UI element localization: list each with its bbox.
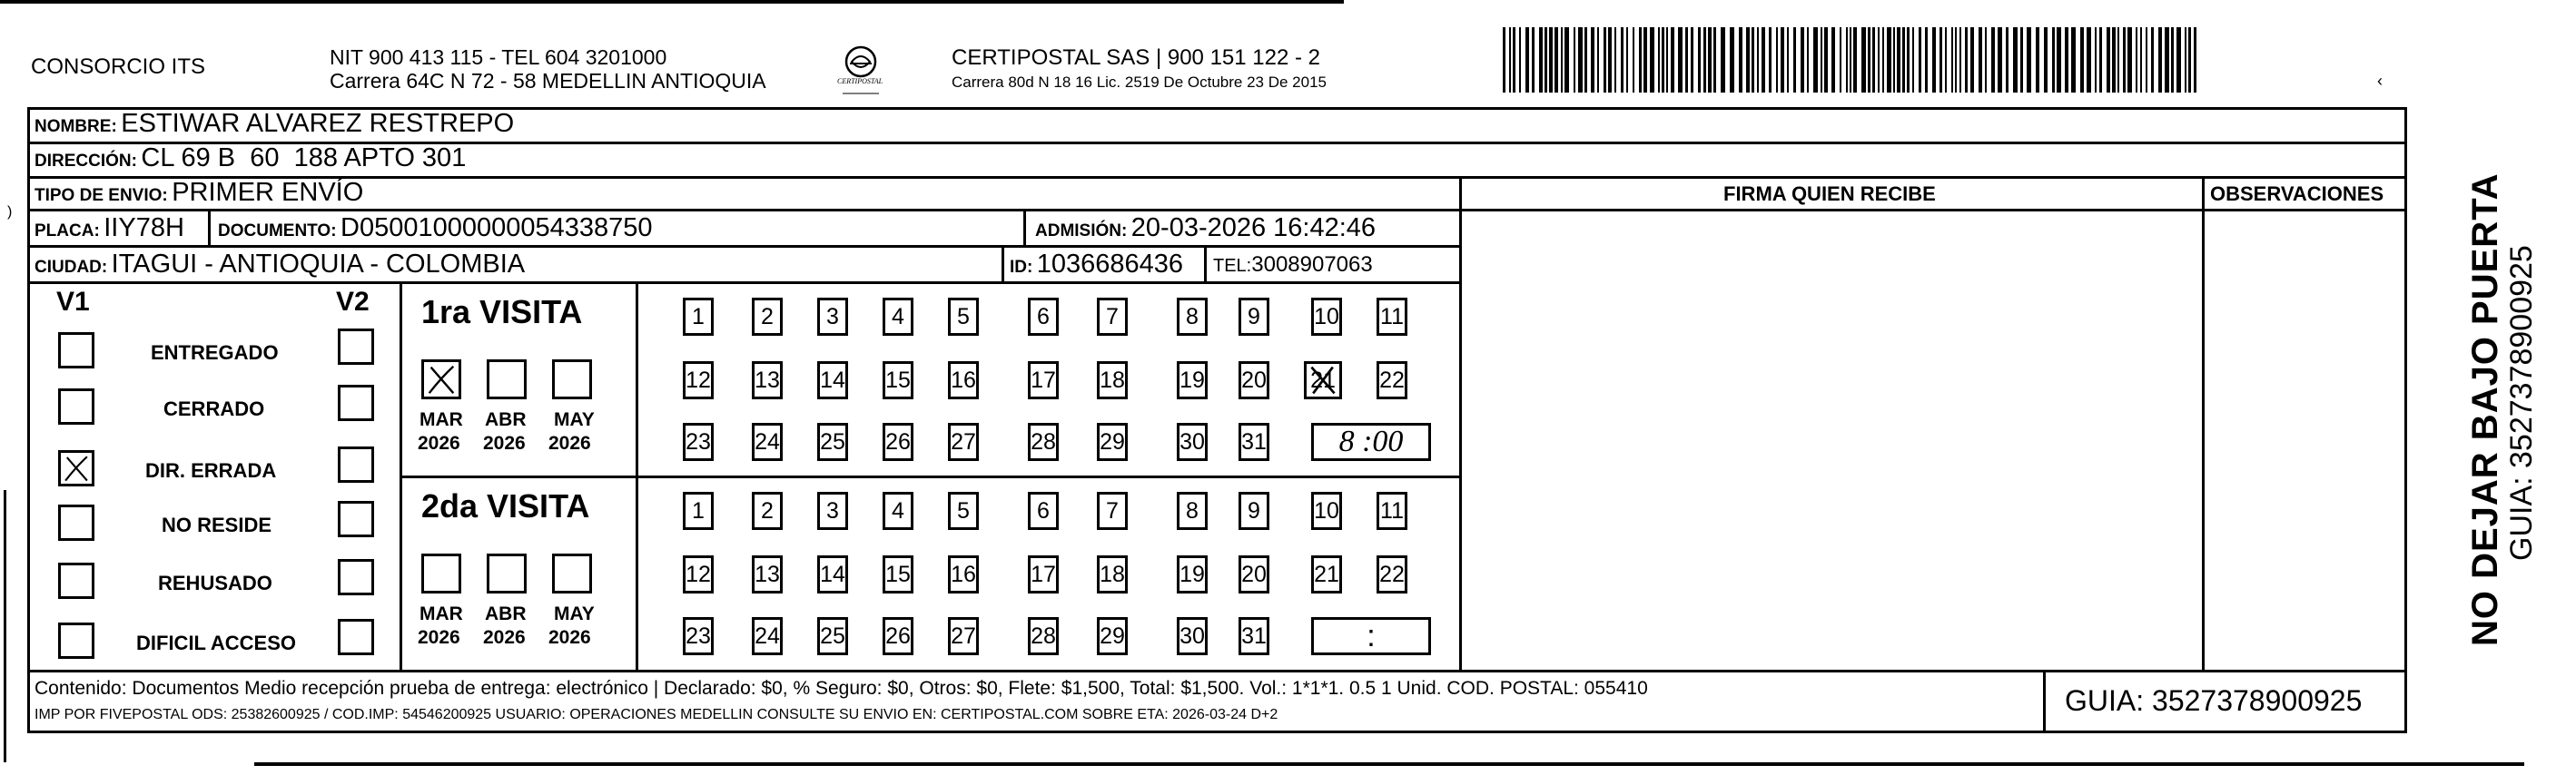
barcode-bar — [2044, 27, 2048, 93]
v1-checkbox-0[interactable] — [58, 332, 94, 368]
certipostal-logo — [835, 44, 886, 98]
barcode-bar — [2136, 27, 2137, 93]
barcode-bar — [2027, 27, 2031, 93]
visit0-day-24[interactable]: 24 — [752, 423, 783, 461]
barcode — [1503, 27, 2197, 93]
barcode-bar — [2158, 27, 2162, 93]
barcode-bar — [1878, 27, 1880, 93]
barcode-bar — [1597, 27, 1599, 93]
placa-value: IIY78H — [104, 213, 184, 242]
barcode-bar — [1721, 27, 1725, 93]
visit1-day-31[interactable]: 31 — [1239, 617, 1269, 655]
firma-label: FIRMA QUIEN RECIBE — [1723, 182, 1936, 205]
barcode-bar — [1781, 27, 1784, 93]
visit0-day-16[interactable]: 16 — [948, 361, 979, 399]
barcode-bar — [1998, 27, 2002, 93]
barcode-bar — [1955, 27, 1957, 93]
barcode-bar — [1730, 27, 1734, 93]
barcode-bar — [1979, 27, 1982, 93]
top-edge-line — [0, 0, 1344, 4]
corner-mark: ‹ — [2377, 72, 2383, 90]
direccion-label: DIRECCIÓN: — [35, 152, 137, 171]
visit1-day-17[interactable]: 17 — [1028, 555, 1059, 594]
barcode-bar — [1813, 27, 1818, 93]
barcode-bar — [1965, 27, 1968, 93]
tel-row — [1213, 254, 1373, 276]
visit0-day-29[interactable]: 29 — [1097, 423, 1128, 461]
doc-admision-sep — [1023, 211, 1026, 245]
documento-label: DOCUMENTO: — [218, 221, 337, 240]
barcode-bar — [1746, 27, 1750, 93]
barcode-bar — [1708, 27, 1712, 93]
visit1-day-15[interactable]: 15 — [883, 555, 913, 594]
visit1-day-6[interactable]: 6 — [1028, 492, 1059, 530]
vertical-guia: GUIA: 3527378900925 — [2504, 245, 2539, 561]
visit0-day-23[interactable]: 23 — [683, 423, 714, 461]
visit0-day-11[interactable]: 11 — [1377, 298, 1407, 336]
visit1-day-3[interactable]: 3 — [817, 492, 848, 530]
barcode-bar — [1945, 27, 1947, 93]
barcode-bar — [1578, 27, 1583, 93]
row-line-5 — [27, 281, 1462, 284]
barcode-bar — [1932, 27, 1936, 93]
v2-checkbox-1[interactable] — [338, 385, 374, 421]
visit0-day-7[interactable]: 7 — [1097, 298, 1128, 336]
barcode-bar — [1685, 27, 1688, 93]
observaciones-label: OBSERVACIONES — [2210, 182, 2384, 205]
barcode-bar — [2185, 27, 2186, 93]
visit0-month-year: 2026 — [548, 433, 591, 454]
visit0-day-27[interactable]: 27 — [948, 423, 979, 461]
barcode-bar — [1897, 27, 1900, 93]
visit1-month-checkbox-abr[interactable] — [487, 554, 527, 594]
id-value: 1036686436 — [1036, 250, 1184, 279]
barcode-bar — [1549, 27, 1553, 93]
barcode-bar — [1868, 27, 1870, 93]
visit1-day-29[interactable]: 29 — [1097, 617, 1128, 655]
visit0-month-label: MAR — [419, 409, 463, 430]
certipostal-logo-icon — [835, 44, 886, 98]
visit1-day-12[interactable]: 12 — [683, 555, 714, 594]
barcode-bar — [2052, 27, 2055, 93]
visit1-day-5[interactable]: 5 — [948, 492, 979, 530]
visit1-day-27[interactable]: 27 — [948, 617, 979, 655]
row-line-2 — [27, 176, 2407, 179]
barcode-bar — [1608, 27, 1612, 93]
row-line-4 — [27, 245, 1462, 248]
barcode-bar — [1824, 27, 1828, 93]
tipo-value: PRIMER ENVÍO — [172, 178, 364, 207]
barcode-bar — [2013, 27, 2018, 93]
vertical-no-dejar: NO DEJAR BAJO PUERTA — [2465, 172, 2505, 646]
barcode-bar — [2065, 27, 2068, 93]
v1-checkbox-5[interactable] — [58, 623, 94, 659]
barcode-bar — [1561, 27, 1563, 93]
barcode-bar — [2171, 27, 2174, 93]
barcode-bar — [1907, 27, 1910, 93]
barcode-bar — [1678, 27, 1683, 93]
barcode-bar — [2117, 27, 2119, 93]
visit1-day-23[interactable]: 23 — [683, 617, 714, 655]
admision-value: 20-03-2026 16:42:46 — [1130, 213, 1377, 242]
visit1-day-8[interactable]: 8 — [1177, 492, 1208, 530]
address-line: Carrera 64C N 72 - 58 MEDELLIN ANTIOQUIA — [330, 69, 766, 93]
left-edge-line — [4, 490, 6, 762]
barcode-bar — [1776, 27, 1778, 93]
certipostal-line: CERTIPOSTAL SAS | 900 151 122 - 2 — [952, 45, 1320, 70]
barcode-bar — [1872, 27, 1875, 93]
v1-label: V1 — [56, 287, 90, 317]
observaciones-left-line — [2202, 176, 2205, 672]
visit0-day-4[interactable]: 4 — [883, 298, 913, 336]
documento-value: D05001000000054338750 — [341, 213, 653, 242]
footer-line1: Contenido: Documentos Medio recepción prueba de entrega: electrónico | Declarado: $0, % Seguro: $0, Otros: $0, Flete: $1,500, Total: $1,500. Vol.: 1*1*1. 0.5 1 Unid. COD. POSTAL: 055410 — [35, 678, 1648, 699]
status-label-3: NO RESIDE — [162, 514, 272, 536]
bottom-edge-line — [254, 762, 2524, 766]
barcode-bar — [1713, 27, 1716, 93]
barcode-bar — [2080, 27, 2084, 93]
visit0-day-19[interactable]: 19 — [1177, 361, 1208, 399]
barcode-bar — [1752, 27, 1754, 93]
barcode-image — [1503, 27, 2197, 93]
barcode-bar — [1801, 27, 1804, 93]
barcode-bar — [1574, 27, 1575, 93]
barcode-bar — [1639, 27, 1642, 93]
barcode-bar — [1591, 27, 1594, 93]
barcode-bar — [1882, 27, 1884, 93]
visit1-month-checkbox-may[interactable] — [552, 554, 592, 594]
barcode-bar — [1666, 27, 1668, 93]
barcode-bar — [1887, 27, 1891, 93]
barcode-bar — [1503, 27, 1505, 93]
tipo-label: TIPO DE ENVIO: — [35, 186, 168, 205]
visit1-day-28[interactable]: 28 — [1028, 617, 1059, 655]
ciudad-id-sep — [1002, 247, 1004, 281]
visit1-day-30[interactable]: 30 — [1177, 617, 1208, 655]
visit0-month-checkbox-mar[interactable] — [421, 359, 461, 399]
visit0-month-checkbox-may[interactable] — [552, 359, 592, 399]
id-label: ID: — [1010, 258, 1033, 277]
visit1-day-4[interactable]: 4 — [883, 492, 913, 530]
barcode-bar — [2107, 27, 2110, 93]
barcode-bar — [1739, 27, 1742, 93]
visit1-month-checkbox-mar[interactable] — [421, 554, 461, 594]
visit-divider — [400, 476, 1460, 478]
visit0-day-28[interactable]: 28 — [1028, 423, 1059, 461]
barcode-bar — [1509, 27, 1511, 93]
ciudad-value: ITAGUI - ANTIOQUIA - COLOMBIA — [111, 250, 526, 279]
visit1-day-7[interactable]: 7 — [1097, 492, 1128, 530]
visit1-day-10[interactable]: 10 — [1311, 492, 1342, 530]
footer-guia: GUIA: 3527378900925 — [2065, 684, 2363, 717]
v1-checkbox-4[interactable] — [58, 563, 94, 599]
barcode-bar — [1787, 27, 1789, 93]
barcode-bar — [2020, 27, 2023, 93]
barcode-bar — [1662, 27, 1664, 93]
placa-label: PLACA: — [35, 221, 100, 240]
barcode-bar — [1643, 27, 1647, 93]
barcode-bar — [1840, 27, 1841, 93]
visit1-day-1[interactable]: 1 — [683, 492, 714, 530]
visit1-day-21[interactable]: 21 — [1311, 555, 1342, 594]
barcode-bar — [1893, 27, 1895, 93]
barcode-bar — [1821, 27, 1822, 93]
barcode-bar — [1970, 27, 1974, 93]
v2-label: V2 — [336, 287, 370, 317]
barcode-bar — [1985, 27, 1987, 93]
visit0-day-26[interactable]: 26 — [883, 423, 913, 461]
barcode-bar — [2123, 27, 2126, 93]
visit0-day-2[interactable]: 2 — [752, 298, 783, 336]
visit1-day-14[interactable]: 14 — [817, 555, 848, 594]
v1-checkbox-3[interactable] — [58, 505, 94, 541]
barcode-bar — [1658, 27, 1660, 93]
v1-checkbox-1[interactable] — [58, 388, 94, 425]
barcode-bar — [1626, 27, 1628, 93]
barcode-bar — [2176, 27, 2181, 93]
barcode-bar — [2071, 27, 2076, 93]
barcode-bar — [1850, 27, 1851, 93]
visit1-day-24[interactable]: 24 — [752, 617, 783, 655]
visit1-month-year: 2026 — [483, 627, 526, 648]
barcode-bar — [1698, 27, 1701, 93]
barcode-bar — [1793, 27, 1796, 93]
visit-title-0: 1ra VISITA — [421, 293, 583, 330]
visit0-day-1[interactable]: 1 — [683, 298, 714, 336]
visit1-month-label: MAY — [554, 603, 595, 624]
barcode-bar — [1939, 27, 1942, 93]
v2-checkbox-3[interactable] — [338, 501, 374, 537]
visit0-day-18[interactable]: 18 — [1097, 361, 1128, 399]
visit0-day-21[interactable]: 21 — [1304, 361, 1342, 399]
direccion-row — [35, 145, 466, 172]
placa-row — [35, 215, 184, 241]
visit0-day-17[interactable]: 17 — [1028, 361, 1059, 399]
visit0-time-field[interactable]: 8 :00 — [1311, 423, 1431, 461]
admision-label: ADMISIÓN: — [1035, 221, 1128, 240]
visit1-day-9[interactable]: 9 — [1239, 492, 1269, 530]
visit0-month-year: 2026 — [483, 433, 526, 454]
barcode-bar — [1539, 27, 1543, 93]
visit-days-sep-0 — [636, 283, 638, 476]
barcode-bar — [2112, 27, 2116, 93]
status-label-2: DIR. ERRADA — [145, 459, 277, 482]
barcode-bar — [1925, 27, 1928, 93]
barcode-bar — [1831, 27, 1835, 93]
visit1-day-22[interactable]: 22 — [1377, 555, 1407, 594]
visit-days-sep-1 — [636, 477, 638, 672]
barcode-bar — [1853, 27, 1857, 93]
v2-checkbox-2[interactable] — [338, 446, 374, 483]
barcode-bar — [2140, 27, 2142, 93]
status-label-4: REHUSADO — [158, 572, 272, 594]
barcode-bar — [1807, 27, 1809, 93]
footer-guia-sep — [2043, 672, 2046, 733]
visit1-day-11[interactable]: 11 — [1377, 492, 1407, 530]
visit-title-1: 2da VISITA — [421, 487, 590, 525]
barcode-bar — [2036, 27, 2039, 93]
barcode-bar — [2146, 27, 2147, 93]
main-table-border — [27, 107, 2407, 733]
visit1-time-field[interactable]: : — [1311, 617, 1431, 655]
visit1-day-20[interactable]: 20 — [1239, 555, 1269, 594]
barcode-bar — [1604, 27, 1606, 93]
barcode-bar — [1691, 27, 1693, 93]
barcode-bar — [1513, 27, 1515, 93]
visit1-day-26[interactable]: 26 — [883, 617, 913, 655]
visit0-day-10[interactable]: 10 — [1311, 298, 1342, 336]
tel-label: TEL: — [1213, 256, 1252, 276]
license-line: Carrera 80d N 18 16 Lic. 2519 De Octubre 23 De 2015 — [952, 74, 1327, 91]
v2-checkbox-4[interactable] — [338, 559, 374, 595]
visit1-month-label: MAR — [419, 603, 463, 624]
status-label-5: DIFICIL ACCESO — [136, 632, 297, 654]
barcode-bar — [1861, 27, 1866, 93]
barcode-bar — [1564, 27, 1569, 93]
barcode-bar — [1846, 27, 1848, 93]
v2-checkbox-0[interactable] — [338, 329, 374, 365]
barcode-bar — [2006, 27, 2008, 93]
nit-line: NIT 900 413 115 - TEL 604 3201000 — [330, 45, 667, 69]
nombre-label: NOMBRE: — [35, 117, 117, 136]
footer-top-line — [27, 670, 2407, 672]
barcode-bar — [1545, 27, 1547, 93]
visit1-month-label: ABR — [485, 603, 527, 624]
barcode-bar — [2099, 27, 2102, 93]
placa-doc-sep — [208, 211, 211, 245]
direccion-value: CL 69 B 60 188 APTO 301 — [141, 143, 467, 172]
firma-left-line — [1459, 176, 1462, 672]
nombre-row — [35, 111, 514, 137]
visit1-day-25[interactable]: 25 — [817, 617, 848, 655]
barcode-bar — [1525, 27, 1529, 93]
barcode-bar — [1951, 27, 1953, 93]
visit1-month-year: 2026 — [548, 627, 591, 648]
visit1-day-2[interactable]: 2 — [752, 492, 783, 530]
barcode-bar — [2127, 27, 2132, 93]
barcode-bar — [1991, 27, 1995, 93]
visit0-day-9[interactable]: 9 — [1239, 298, 1269, 336]
visit0-day-14[interactable]: 14 — [817, 361, 848, 399]
visit1-day-18[interactable]: 18 — [1097, 555, 1128, 594]
status-label-1: CERRADO — [163, 397, 265, 420]
barcode-bar — [2165, 27, 2169, 93]
barcode-bar — [1621, 27, 1624, 93]
id-tel-sep — [1204, 247, 1207, 281]
visit1-day-19[interactable]: 19 — [1177, 555, 1208, 594]
barcode-bar — [1519, 27, 1521, 93]
visit0-day-22[interactable]: 22 — [1377, 361, 1407, 399]
visit0-month-year: 2026 — [418, 433, 460, 454]
company-name: CONSORCIO ITS — [31, 54, 206, 79]
barcode-bar — [1650, 27, 1654, 93]
visit0-day-30[interactable]: 30 — [1177, 423, 1208, 461]
visit0-day-25[interactable]: 25 — [817, 423, 848, 461]
visit0-day-5[interactable]: 5 — [948, 298, 979, 336]
barcode-bar — [1762, 27, 1765, 93]
visit0-day-13[interactable]: 13 — [752, 361, 783, 399]
visit0-day-20[interactable]: 20 — [1239, 361, 1269, 399]
v2-checkbox-5[interactable] — [338, 619, 374, 655]
barcode-bar — [1912, 27, 1914, 93]
ciudad-label: CIUDAD: — [35, 258, 108, 277]
barcode-bar — [1584, 27, 1587, 93]
visit0-day-12[interactable]: 12 — [683, 361, 714, 399]
admision-row — [1035, 215, 1376, 241]
barcode-bar — [2087, 27, 2091, 93]
nombre-value: ESTIWAR ALVAREZ RESTREPO — [121, 109, 515, 138]
logo-text: CERTIPOSTAL — [837, 77, 883, 85]
row-line-3 — [27, 209, 2407, 211]
barcode-bar — [1554, 27, 1558, 93]
ciudad-row — [35, 251, 525, 278]
v1-checkbox-2[interactable] — [58, 450, 94, 486]
visit0-month-label: ABR — [485, 409, 527, 430]
barcode-bar — [2188, 27, 2191, 93]
tipo-row — [35, 180, 363, 206]
visit0-day-3[interactable]: 3 — [817, 298, 848, 336]
visit0-month-label: MAY — [554, 409, 595, 430]
barcode-bar — [1532, 27, 1535, 93]
barcode-bar — [2057, 27, 2061, 93]
visit0-day-6[interactable]: 6 — [1028, 298, 1059, 336]
barcode-bar — [1902, 27, 1905, 93]
footer-line2: IMP POR FIVEPOSTAL ODS: 25382600925 / COD.IMP: 54546200925 USUARIO: OPERACIONES MEDELLIN CONSULTE SU ENVIO EN: CERTIPOSTAL.COM SOBRE ETA: 2026-03-24 D+2 — [35, 707, 1278, 722]
visit0-day-15[interactable]: 15 — [883, 361, 913, 399]
visit1-day-13[interactable]: 13 — [752, 555, 783, 594]
barcode-bar — [1769, 27, 1772, 93]
tel-value: 3008907063 — [1251, 252, 1373, 277]
id-row — [1010, 251, 1183, 278]
barcode-bar — [2151, 27, 2154, 93]
barcode-bar — [1671, 27, 1674, 93]
documento-row — [218, 215, 653, 241]
barcode-bar — [1633, 27, 1634, 93]
barcode-bar — [1959, 27, 1961, 93]
barcode-bar — [1703, 27, 1706, 93]
visit1-day-16[interactable]: 16 — [948, 555, 979, 594]
barcode-bar — [1614, 27, 1616, 93]
visit0-month-checkbox-abr[interactable] — [487, 359, 527, 399]
barcode-bar — [1757, 27, 1759, 93]
left-edge-tick: ) — [7, 204, 13, 220]
barcode-bar — [2194, 27, 2196, 93]
visit1-month-year: 2026 — [418, 627, 460, 648]
visit0-day-8[interactable]: 8 — [1177, 298, 1208, 336]
barcode-bar — [2095, 27, 2097, 93]
status-label-0: ENTREGADO — [151, 341, 279, 364]
barcode-bar — [1919, 27, 1921, 93]
visit0-day-31[interactable]: 31 — [1239, 423, 1269, 461]
